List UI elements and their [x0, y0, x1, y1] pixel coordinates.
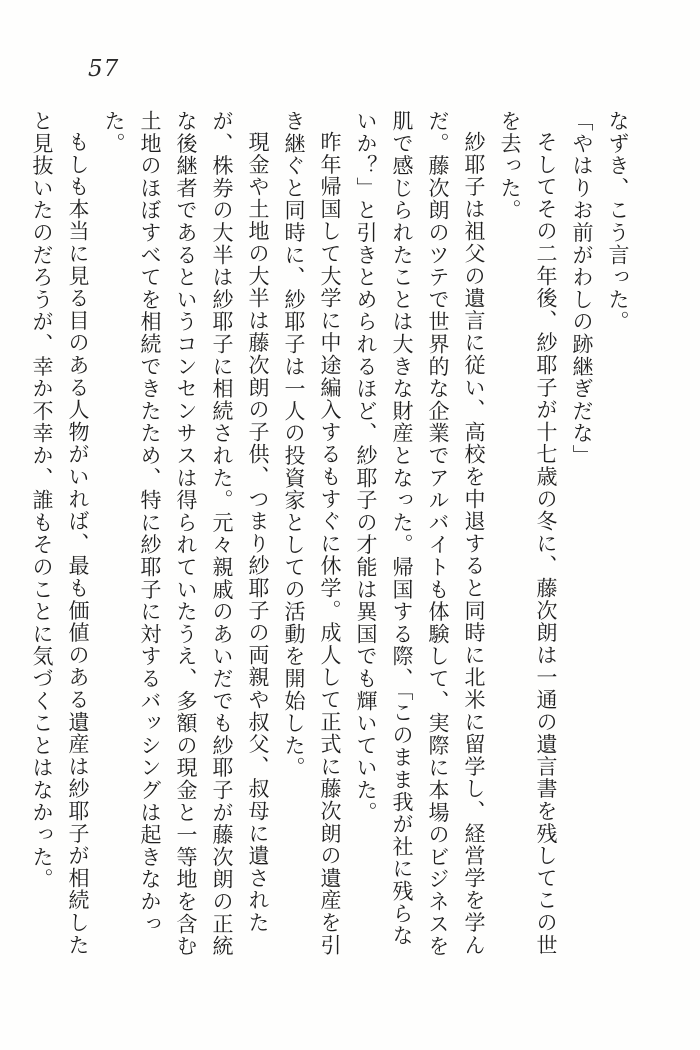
- paragraph: 紗耶子は祖父の遺言に従い、高校を中退すると同時に北米に留学し、経営学を学んだ。藤次朗のツテで世界的な企業でアルバイトも体験して、実際に本場のビジネスを肌で感じられたことは大きな財産となった。帰国する際、「このまま我が社に残らないか？」と引きとめられるほど、紗耶子の才能は異国でも輝いていた。: [354, 110, 486, 958]
- paragraph-dialogue: 「やはりお前がわしの跡継ぎだな」: [570, 110, 594, 467]
- body-text: [24, 110, 636, 960]
- paragraph: もしも本当に見る目のある人物がいれば、最も価値のある遺産は紗耶子が相続したと見抜いたのだろうが、幸か不幸か、誰もそのことに気づくことはなかった。: [30, 110, 90, 957]
- paragraph: そしてその二年後、紗耶子が十七歳の冬に、藤次朗は一通の遺言書を残してこの世を去った。: [498, 110, 558, 957]
- paragraph: 現金や土地の大半は藤次朗の子供、つまり紗耶子の両親や叔父、叔母に遺されたが、株券の大半は紗耶子に相続された。元々親戚のあいだでも紗耶子が藤次朗の正統な後継者であるというコンセンサスは得られていたうえ、多額の現金と一等地を含む土地のほぼすべてを相続できたため、特に紗耶子に対するバッシングは起きなかった。: [102, 110, 270, 958]
- paragraph: なずき、こう言った。: [606, 110, 630, 333]
- page-number: 57: [88, 56, 120, 82]
- paragraph: 昨年帰国して大学に中途編入するもすぐに休学。成人して正式に藤次朗の遺産を引き継ぐと同時に、紗耶子は一人の投資家としての活動を開始した。: [282, 110, 342, 957]
